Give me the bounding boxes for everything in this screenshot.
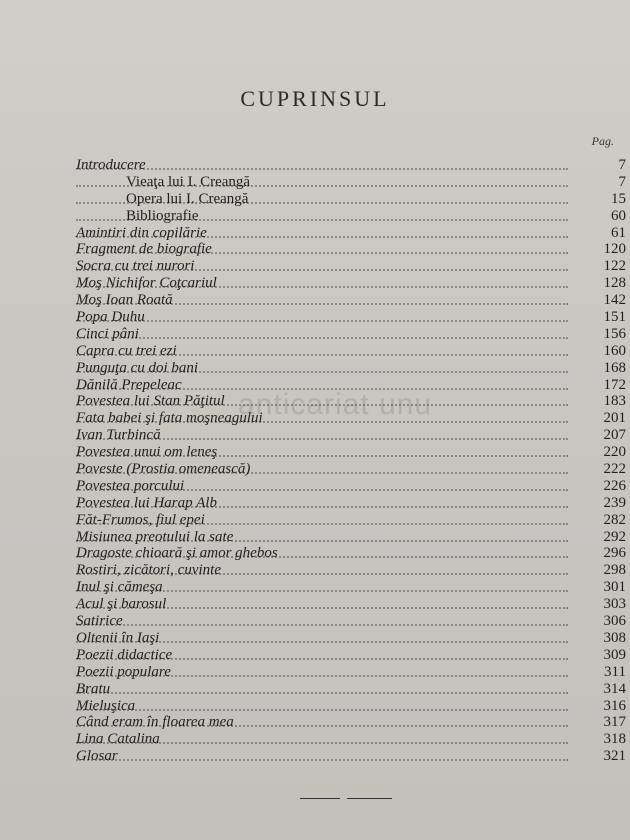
- toc-entry-title: Misiunea preotului la sate: [76, 528, 234, 545]
- toc-entry: [76, 512, 628, 529]
- toc-entry-page: 321: [603, 748, 626, 765]
- toc-entry-page: 316: [603, 697, 626, 714]
- dot-leader: [76, 320, 568, 322]
- watermark: anticariat unu: [238, 388, 433, 421]
- toc-entry-title: Poveste (Prostia omenească): [76, 461, 251, 478]
- toc-entry: [76, 241, 628, 258]
- toc-entry-page: 296: [603, 545, 626, 562]
- toc-entry: [76, 393, 628, 410]
- toc-entry: [76, 681, 628, 698]
- toc-entry: [76, 579, 628, 596]
- toc-entry: [76, 343, 628, 360]
- toc-entry-title: Povestea porcului: [76, 477, 185, 494]
- toc-entry-title: Moş Ioan Roată: [76, 292, 173, 309]
- toc-entry-title: Povestea unui om leneş: [76, 444, 218, 461]
- toc-entry-title: Opera lui I. Creangă: [126, 190, 249, 207]
- toc-entry: [76, 258, 628, 275]
- toc-entry-title: Fata babei şi fata moşneagului: [76, 410, 263, 427]
- dot-leader: [76, 168, 568, 170]
- dot-leader: [76, 709, 568, 711]
- toc-entry-page: 308: [603, 629, 626, 646]
- toc-entry-page: 120: [603, 241, 626, 258]
- page-title: CUPRINSUL: [240, 86, 390, 111]
- toc-entry: [76, 613, 628, 630]
- toc-entry: [76, 191, 628, 208]
- toc-entry-page: 314: [603, 680, 626, 697]
- toc-entry-title: Făt-Frumos, fiul epei: [76, 511, 205, 528]
- toc-entry-title: Bibliografie: [126, 207, 199, 224]
- toc-entry-page: 298: [603, 562, 626, 579]
- toc-entry-title: Ivan Turbincă: [76, 427, 161, 444]
- toc-entry-page: 220: [603, 444, 626, 461]
- toc-entry-title: Satirice: [76, 613, 123, 630]
- toc-entry: [76, 225, 628, 242]
- toc-entry-page: 317: [603, 714, 626, 731]
- toc-entry-title: Lina Catalina: [76, 731, 160, 748]
- toc-entry: [76, 157, 628, 174]
- toc-entry-page: 239: [603, 494, 626, 511]
- toc-entry: [76, 309, 628, 326]
- toc-entry-title: Inul şi cămeşa: [76, 579, 163, 596]
- toc-entry: [76, 377, 628, 394]
- toc-entry-title: Când eram în floarea mea: [76, 714, 234, 731]
- toc-entry: [76, 427, 628, 444]
- toc-entry-title: Mieluşica: [76, 697, 136, 714]
- dot-leader: [76, 692, 568, 694]
- toc-entry: [76, 630, 628, 647]
- toc-entry-page: 306: [603, 613, 626, 630]
- toc-entry-title: Capra cu trei ezi: [76, 342, 177, 359]
- toc-entry: [76, 596, 628, 613]
- toc-entry: [76, 748, 628, 765]
- toc-entry-title: Introducere: [76, 157, 146, 173]
- toc-entry-page: 156: [603, 325, 626, 342]
- toc-entry-title: Poezii didactice: [76, 646, 173, 663]
- toc-entry-page: 7: [618, 173, 626, 190]
- toc-entry-page: 60: [611, 207, 626, 224]
- toc-entry-page: 7: [618, 157, 626, 173]
- toc-entry-page: 168: [603, 359, 626, 376]
- toc-entry: [76, 731, 628, 748]
- toc-entry: [76, 174, 628, 191]
- toc-entry-title: Vieaţa lui I. Creangă: [126, 173, 251, 190]
- toc-entry-page: 207: [603, 427, 626, 444]
- toc-entry: [76, 326, 628, 343]
- toc-entry-title: Moş Nichifor Coţcariul: [76, 275, 217, 292]
- dot-leader: [76, 624, 568, 626]
- table-of-contents: [76, 157, 628, 765]
- toc-entry-page: 122: [603, 258, 626, 275]
- toc-entry-page: 311: [604, 663, 626, 680]
- toc-entry-page: 172: [603, 376, 626, 393]
- toc-entry: [76, 208, 628, 225]
- toc-entry: [76, 292, 628, 309]
- toc-entry-page: 142: [603, 292, 626, 309]
- dot-leader: [76, 759, 568, 761]
- toc-entry-title: Poezii populare: [76, 663, 171, 680]
- toc-entry-page: 222: [603, 461, 626, 478]
- toc-entry: [76, 461, 628, 478]
- toc-entry: [76, 275, 628, 292]
- toc-entry: [76, 562, 628, 579]
- toc-entry: [76, 410, 628, 427]
- toc-entry-page: 318: [603, 731, 626, 748]
- toc-entry-title: Cinci pâni: [76, 325, 139, 342]
- toc-entry-page: 15: [611, 190, 626, 207]
- toc-entry: [76, 664, 628, 681]
- page-column-header: Pag.: [591, 134, 614, 148]
- toc-entry: [76, 698, 628, 715]
- toc-entry-page: 309: [603, 646, 626, 663]
- toc-entry-page: 61: [611, 224, 626, 241]
- toc-entry-title: Dragoste chioară şi amor ghebos: [76, 545, 278, 562]
- toc-entry: [76, 714, 628, 731]
- toc-entry-page: 151: [603, 309, 626, 326]
- toc-entry-title: Punguţa cu doi bani: [76, 359, 199, 376]
- toc-entry-page: 226: [603, 477, 626, 494]
- toc-entry-page: 292: [603, 528, 626, 545]
- toc-entry-title: Oltenii în Iaşi: [76, 629, 160, 646]
- toc-entry-title: Glosar: [76, 748, 118, 765]
- toc-entry-page: 183: [603, 393, 626, 410]
- toc-entry-title: Dănilă Prepeleac: [76, 376, 182, 393]
- toc-entry-title: Povestea lui Stan Păţitul: [76, 393, 225, 410]
- toc-entry-title: Amintiri din copilărie: [76, 224, 207, 241]
- toc-entry-page: 160: [603, 342, 626, 359]
- toc-entry: [76, 495, 628, 512]
- toc-entry-title: Bratu: [76, 680, 111, 697]
- toc-entry: [76, 478, 628, 495]
- toc-entry-page: 303: [603, 596, 626, 613]
- toc-entry-page: 282: [603, 511, 626, 528]
- closing-rule-left: [300, 798, 340, 799]
- toc-entry-title: Povestea lui Harap Alb: [76, 494, 217, 511]
- toc-entry: [76, 529, 628, 546]
- closing-rule-right: [347, 798, 392, 799]
- toc-entry-title: Popa Duhu: [76, 309, 145, 326]
- toc-entry-title: Socra cu trei nurori: [76, 258, 195, 275]
- toc-entry-title: Acul şi barosul: [76, 596, 167, 613]
- toc-entry: [76, 444, 628, 461]
- dot-leader: [76, 337, 568, 339]
- toc-entry-page: 201: [603, 410, 626, 427]
- toc-entry-title: Rostiri, zicători, cuvinte: [76, 562, 221, 579]
- toc-entry-page: 128: [603, 275, 626, 292]
- toc-entry: [76, 647, 628, 664]
- toc-entry: [76, 360, 628, 377]
- toc-entry: [76, 545, 628, 562]
- toc-entry-title: Fragment de biografie: [76, 241, 212, 258]
- toc-entry-page: 301: [603, 579, 626, 596]
